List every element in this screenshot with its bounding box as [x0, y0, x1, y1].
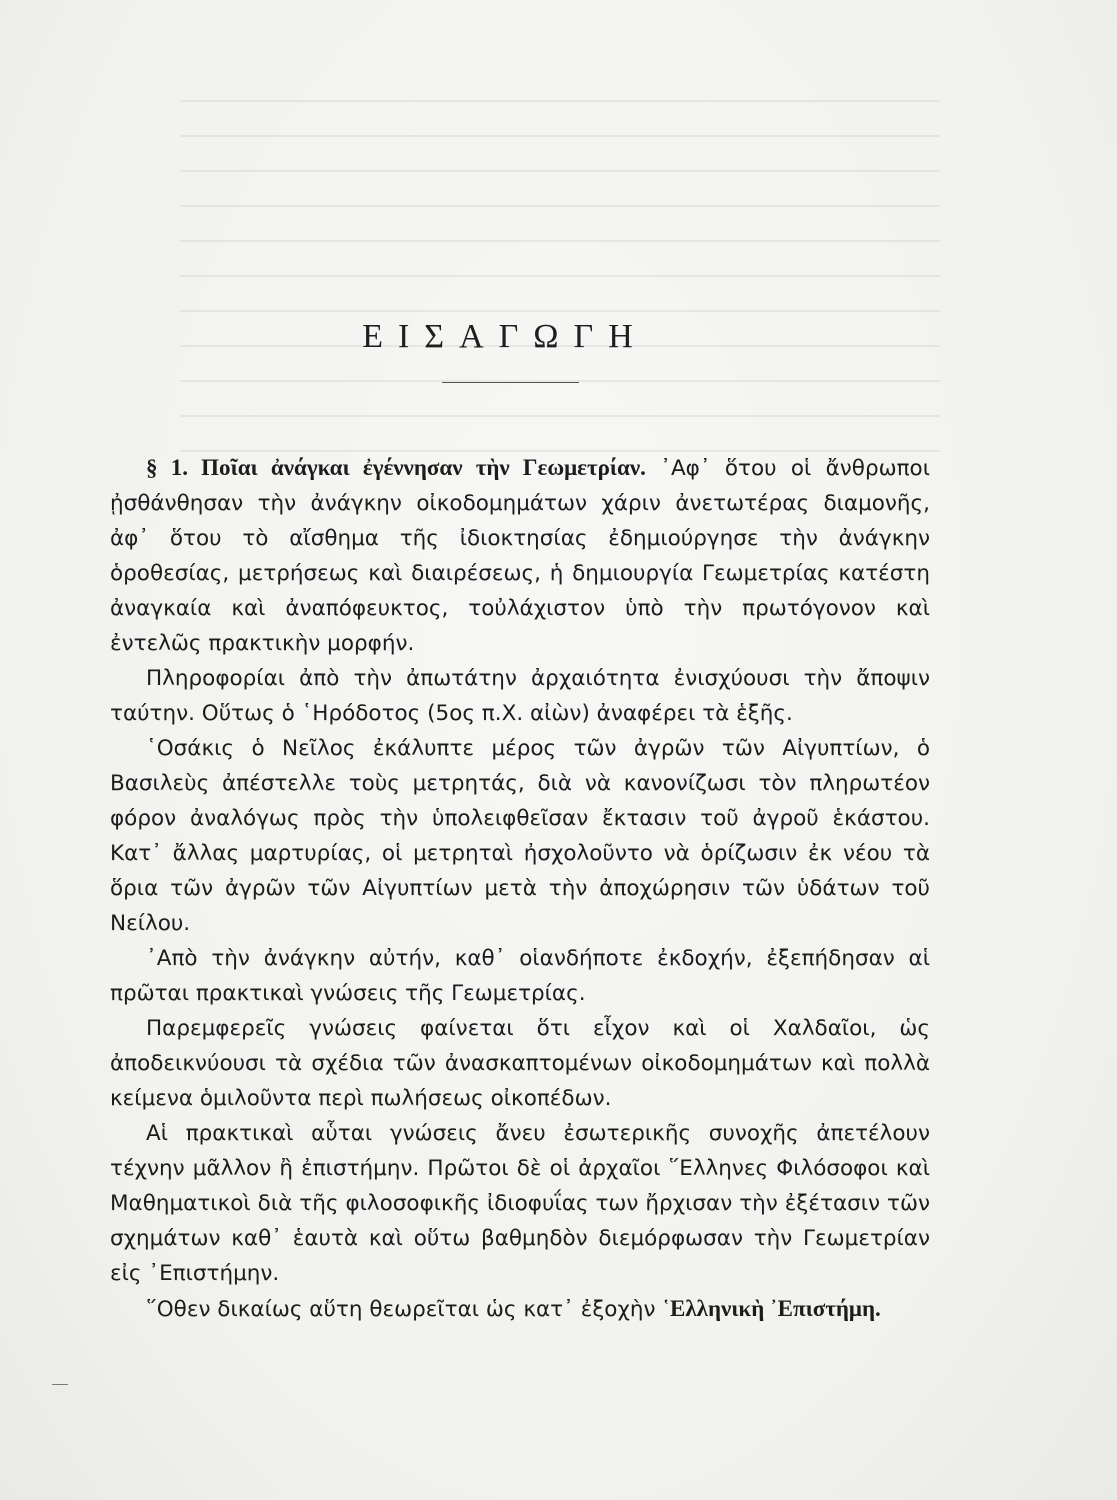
paragraph-7-text: ῞Οθεν δικαίως αὕτη θεωρεῖται ὡς κατ᾿ ἐξοχὴν: [146, 1297, 656, 1322]
paragraph-3: ῾Οσάκις ὁ Νεῖλος ἐκάλυπτε μέρος τῶν ἀγρῶν τῶν Αἰγυπτίων, ὁ Βασιλεὺς ἀπέστελλε τοὺς μετρητάς, διὰ νὰ κανονίζωσι τὸν πληρωτέον φόρον ἀναλόγως πρὸς τὴν ὑπολειφθεῖσαν ἔκτασιν τοῦ ἀγροῦ ἑκάστου. Κατ᾿ ἄλλας μαρτυρίας, οἱ μετρηταὶ ἠσχολοῦντο νὰ ὁρίζωσιν ἐκ νέου τὰ ὅρια τῶν ἀγρῶν τῶν Αἰγυπτίων μετὰ τὴν ἀποχώρησιν τῶν ὑδάτων τοῦ Νείλου.: [110, 736, 930, 936]
paragraph-2: Πληροφορίαι ἀπὸ τὴν ἀπωτάτην ἀρχαιότητα ἐνισχύουσι τὴν ἄποψιν ταύτην. Οὕτως ὁ ῾Ηρόδοτος (5ος π.Χ. αἰὼν) ἀναφέρει τὰ ἑξῆς.: [110, 666, 930, 726]
chapter-title: ΕΙΣΑΓΩΓΗ: [362, 318, 648, 355]
paragraph-6: Αἱ πρακτικαὶ αὗται γνώσεις ἄνευ ἐσωτερικῆς συνοχῆς ἀπετέλουν τέχνην μᾶλλον ἢ ἐπιστήμην. Πρῶτοι δὲ οἱ ἀρχαῖοι ῞Ελληνες Φιλόσοφοι καὶ Μαθηματικοὶ διὰ τῆς φιλοσοφικῆς ἰδιοφυΐας των ἤρχισαν τὴν ἐξέτασιν τῶν σχημάτων καθ᾿ ἑαυτὰ καὶ οὕτω βαθμηδὸν διεμόρφωσαν τὴν Γεωμετρίαν εἰς ᾿Επιστήμην.: [110, 1121, 930, 1286]
title-underline: [442, 382, 579, 383]
paragraph-1: [110, 450, 930, 661]
margin-mark: [52, 1384, 68, 1385]
paragraph-5: Παρεμφερεῖς γνώσεις φαίνεται ὅτι εἶχον καὶ οἱ Χαλδαῖοι, ὡς ἀποδεικνύουσι τὰ σχέδια τῶν ἀνασκαπτομένων οἰκοδομημάτων καὶ πολλὰ κείμενα ὁμιλοῦντα περὶ πωλήσεως οἰκοπέδων.: [110, 1016, 930, 1111]
paragraph-7: [110, 1291, 930, 1327]
body-text: [110, 450, 930, 1327]
section-heading: § 1. Ποῖαι ἀνάγκαι ἐγέννησαν τὴν Γεωμετρίαν.: [146, 455, 646, 480]
emphasis-hellenic-science: ῾Ελληνικὴ ᾿Επιστήμη.: [662, 1296, 881, 1321]
paragraph-4: ᾿Απὸ τὴν ἀνάγκην αὐτήν, καθ᾿ οἱανδήποτε ἐκδοχήν, ἐξεπήδησαν αἱ πρῶται πρακτικαὶ γνώσεις τῆς Γεωμετρίας.: [110, 946, 930, 1006]
bleed-through-shadow: [180, 100, 940, 460]
paragraph-1-text: ᾿Αφ᾿ ὅτου οἱ ἄνθρωποι ᾐσθάνθησαν τὴν ἀνάγκην οἰκοδομημάτων χάριν ἀνετωτέρας διαμονῆς, ἀφ᾿ ὅτου τὸ αἴσθημα τῆς ἰδιοκτησίας ἐδημιούργησε τὴν ἀνάγκην ὁροθεσίας, μετρήσεως καὶ διαιρέσεως, ἡ δημιουργία Γεωμετρίας κατέστη ἀναγκαία καὶ ἀναπόφευκτος, τοὐλάχιστον ὑπὸ τὴν πρωτόγονον καὶ ἐντελῶς πρακτικὴν μορφήν.: [110, 456, 930, 656]
